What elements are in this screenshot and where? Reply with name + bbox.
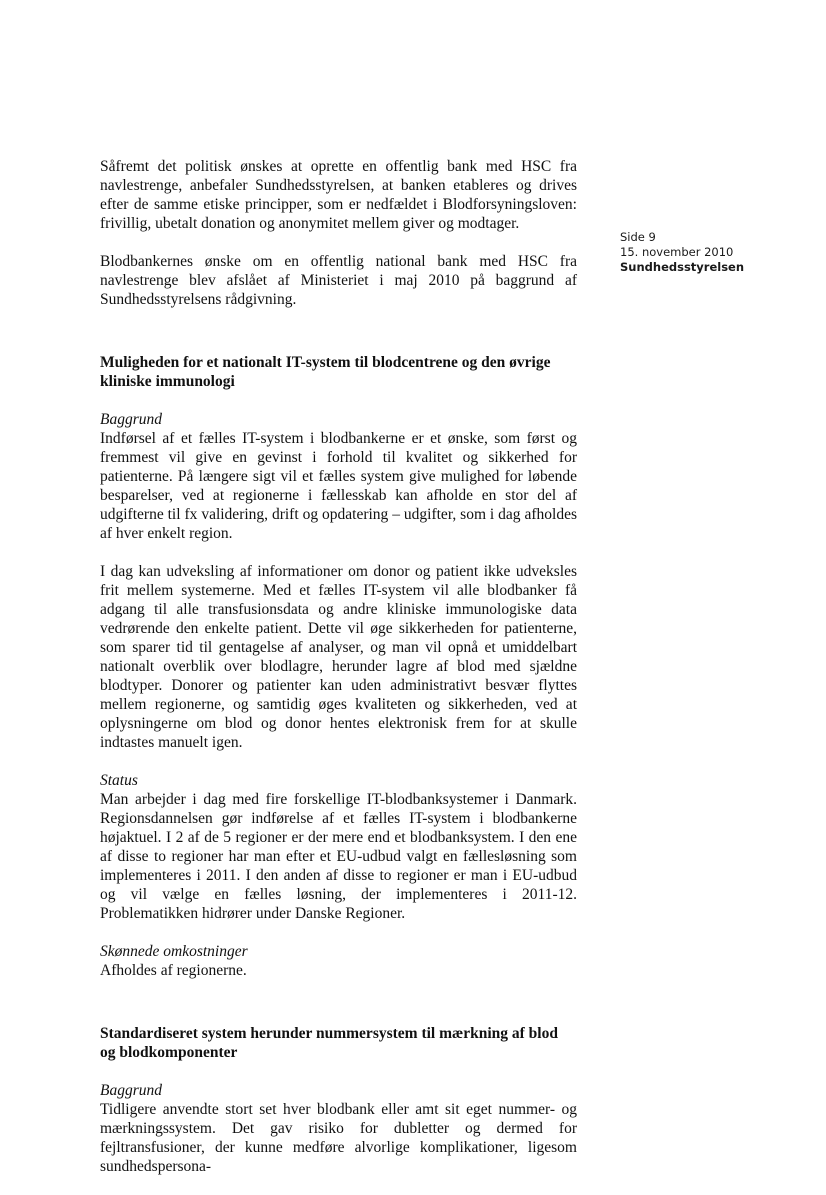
intro-paragraph-1: Såfremt det politisk ønskes at oprette en offentlig bank med HSC fra navlestrenge, anbefaler Sundhedsstyrelsen, at banken etableres og drives efter de samme etiske principper, som er nedfældet i Blodforsyningsloven: frivillig, ubetalt donation og anonymitet mellem giver og modtager. xyxy=(100,158,577,232)
page-number: Side 9 xyxy=(620,230,656,244)
section-2-heading: Standardiseret system herunder nummersystem til mærkning af blod og blodkomponenter xyxy=(100,1025,558,1061)
document-date: 15. november 2010 xyxy=(620,245,734,259)
section-2-baggrund-paragraph-1: Tidligere anvendte stort set hver blodbank eller amt sit eget nummer- og mærkningssystem. Det gav risiko for dubletter og dermed for fejltransfusioner, der kunne medføre alvorlige komplikationer, ligesom sundhedspersona- xyxy=(100,1101,577,1175)
section-1-baggrund-paragraph-2: I dag kan udveksling af informationer om donor og patient ikke udveksles frit mellem systemerne. Med et fælles IT-system vil alle blodbanker få adgang til alle transfusionsdata og andre kliniske immunologiske data vedrørende den enkelte patient. Dette vil øge sikkerheden for patienterne, som sparer tid til gentagelse af analyser, og man vil opnå et umiddelbart nationalt overblik over blodlagre, herunder lagre af blod med sjældne blodtyper. Donorer og patienter kan uden administrativt besvær flyttes mellem regionerne, og samtidig øges kvaliteten og sikkerheden, ved at oplysningerne om blod og donor hentes elektronisk frem for at skulle indtastes manuelt igen. xyxy=(100,563,577,751)
document-body xyxy=(100,157,577,1195)
section-1-status-paragraph: Man arbejder i dag med fire forskellige IT-blodbanksystemer i Danmark. Regionsdannelsen gør indførelse af et fælles IT-system i blodbankerne højaktuel. I 2 af de 5 regioner er der mere end et blodbanksystem. I den ene af disse to regioner har man efter et EU-udbud valgt en fællesløsning som implementeres i 2011. I den anden af disse to regioner er man i EU-udbud og vil vælge en fælles løsning, der implementeres i 2011-12. Problematikken hidrører under Danske Regioner. xyxy=(100,791,577,922)
organization-name: Sundhedsstyrelsen xyxy=(620,260,745,274)
section-1-cost-paragraph: Afholdes af regionerne. xyxy=(100,962,247,979)
section-2-baggrund-label: Baggrund xyxy=(100,1082,162,1099)
section-1-heading: Muligheden for et nationalt IT-system til blodcentrene og den øvrige kliniske immunologi xyxy=(100,354,551,390)
page-meta xyxy=(620,230,810,275)
section-1-baggrund-paragraph-1: Indførsel af et fælles IT-system i blodbankerne er et ønske, som først og fremmest vil give en gevinst i forhold til kvalitet og sikkerhed for patienterne. På længere sigt vil et fælles system give mulighed for løbende besparelser, ved at regionerne i fællesskab kan afholde en stor del af udgifterne til fx validering, drift og opdatering – udgifter, som i dag afholdes af hver enkelt region. xyxy=(100,430,577,542)
section-1-baggrund-label: Baggrund xyxy=(100,411,162,428)
intro-paragraph-2: Blodbankernes ønske om en offentlig national bank med HSC fra navlestrenge blev afslået af Ministeriet i maj 2010 på baggrund af Sundhedsstyrelsens rådgivning. xyxy=(100,253,577,308)
section-1-status-label: Status xyxy=(100,772,138,789)
section-1-cost-label: Skønnede omkostninger xyxy=(100,943,248,960)
